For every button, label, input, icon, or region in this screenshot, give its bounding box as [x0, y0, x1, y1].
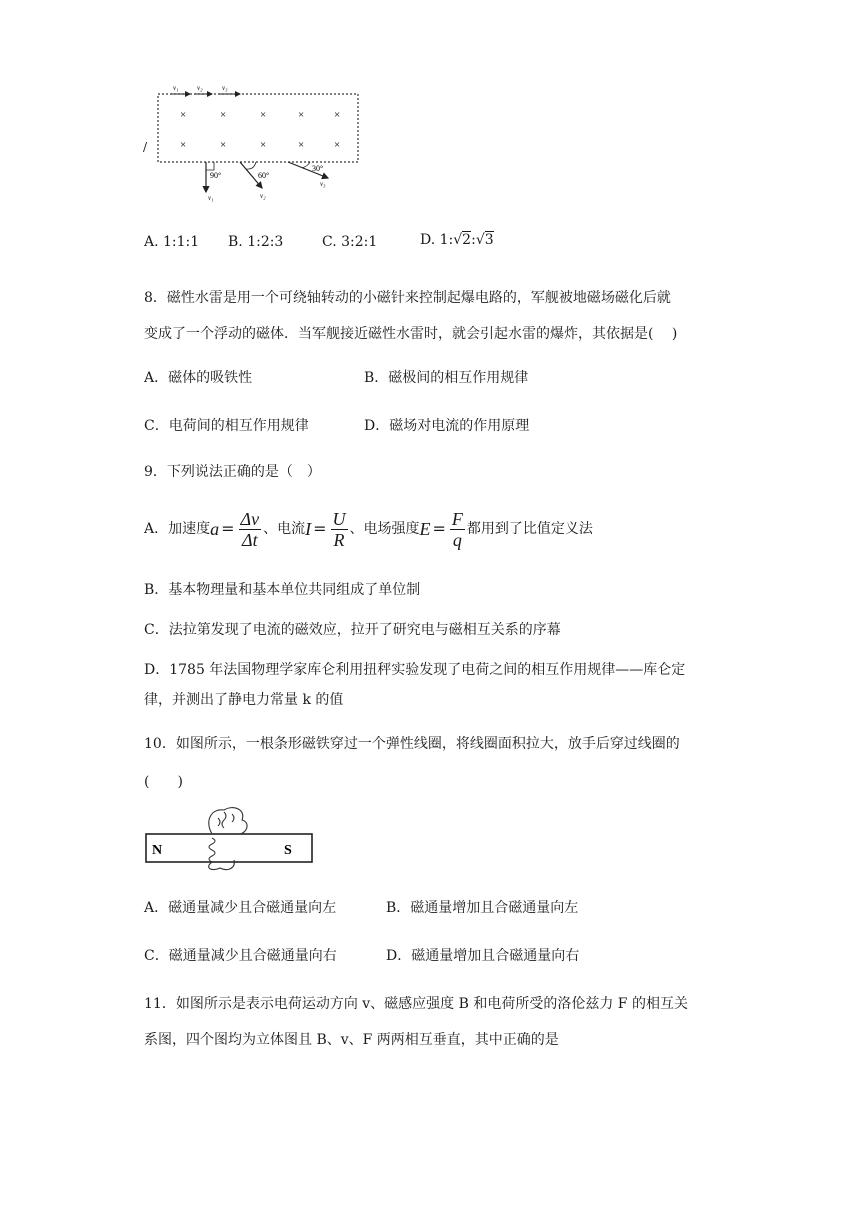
field-boundary [158, 94, 358, 162]
angle-90-label: 90° [210, 171, 222, 180]
q10-option-a[interactable]: A．磁通量减少且合磁通量向左 [144, 900, 337, 916]
magnet-n-pole: N [152, 843, 163, 858]
q11-stem-line-2: 系图，四个图均为立体图且 B、v、F 两两相互垂直，其中正确的是 [144, 1032, 559, 1048]
q10-option-b[interactable]: B．磁通量增加且合磁通量向左 [386, 900, 579, 916]
q7-option-d-prefix: D. 1: [420, 232, 454, 248]
q11-stem-line-1: 11．如图所示是表示电荷运动方向 v、磁感应强度 B 和电荷所受的洛伦兹力 F 的相互关 [144, 996, 688, 1012]
q9-option-b[interactable]: B．基本物理量和基本单位共同组成了单位制 [144, 582, 421, 598]
q8-option-c[interactable]: C．电荷间的相互作用规律 [144, 418, 309, 434]
q10-option-d[interactable]: D．磁通量增加且合磁通量向右 [386, 948, 580, 964]
v2-exit-label: v₂ [260, 192, 266, 200]
q10-magnet-figure [142, 802, 322, 872]
field-cross: × [298, 139, 305, 151]
q9-a-sep-2: 、电场强度 [349, 521, 420, 537]
q10-option-c[interactable]: C．磁通量减少且合磁通量向右 [144, 948, 337, 964]
angle-60-mark [246, 162, 256, 169]
q7-option-c[interactable]: C. 3:2:1 [322, 234, 378, 250]
q8-option-a[interactable]: A．磁体的吸铁性 [144, 370, 253, 386]
q9-a-current-den: R [333, 529, 345, 550]
angle-30-mark [302, 162, 310, 168]
q9-a-field-fraction [450, 509, 465, 550]
q9-a-accel-fraction [239, 509, 262, 550]
sqrt-symbol: √ [453, 232, 463, 248]
field-cross: × [260, 139, 267, 151]
q8-option-b[interactable]: B．磁极间的相互作用规律 [364, 370, 529, 386]
v2-top-label: v₂ [197, 84, 203, 92]
q9-a-current-var: I [305, 519, 312, 539]
q9-option-d-line-2[interactable]: 律，并测出了静电力常量 k 的值 [144, 692, 344, 708]
angle-90-mark [206, 162, 214, 170]
q7-option-d-radicand-2: 3 [484, 232, 494, 248]
q7-option-d-separator: : [471, 232, 476, 248]
field-cross: × [334, 109, 341, 121]
q9-a-sep-1: 、电流 [263, 521, 306, 537]
q7-figure [140, 82, 380, 202]
q9-a-eq: = [432, 519, 446, 538]
field-cross: × [334, 139, 341, 151]
field-cross: × [220, 139, 227, 151]
q10-stem-line-2: ( ) [144, 774, 183, 790]
q9-a-eq: = [221, 519, 235, 538]
q9-option-a[interactable] [144, 508, 593, 550]
q9-a-current-num: U [332, 508, 346, 529]
q9-option-c[interactable]: C．法拉第发现了电流的磁效应，拉开了研究电与磁相互关系的序幕 [144, 622, 561, 638]
v3-exit-label: v₃ [320, 180, 326, 188]
angle-60-label: 60° [258, 171, 270, 180]
v3-top-label: v₃ [222, 84, 228, 92]
v1-top-label: v₁ [173, 84, 179, 92]
q10-stem-line-1: 10．如图所示，一根条形磁铁穿过一个弹性线圈，将线圈面积拉大，放手后穿过线圈的 [144, 736, 680, 752]
magnet-s-pole: S [284, 843, 292, 858]
q9-stem: 9．下列说法正确的是（ ） [144, 464, 321, 480]
figure-side-mark: / [143, 140, 148, 154]
q7-option-d-radicand-1: 2 [462, 232, 472, 248]
q9-a-accel-num: Δv [240, 508, 260, 529]
q9-a-eq: = [313, 519, 327, 538]
q8-stem-line-2: 变成了一个浮动的磁体．当军舰接近磁性水雷时，就会引起水雷的爆炸，其依据是( ) [144, 326, 678, 342]
q9-option-d-line-1[interactable]: D．1785 年法国物理学家库仑利用扭秤实验发现了电荷之间的相互作用规律——库仑定 [144, 662, 686, 678]
field-cross: × [180, 139, 187, 151]
q9-a-prefix: A．加速度 [144, 521, 211, 537]
q9-a-current-fraction [331, 509, 348, 550]
q9-a-field-var: E [419, 519, 431, 539]
q8-option-d[interactable]: D．磁场对电流的作用原理 [364, 418, 530, 434]
v1-exit-label: v₁ [208, 194, 214, 202]
q7-option-b[interactable]: B. 1:2:3 [228, 234, 284, 250]
field-cross: × [298, 109, 305, 121]
q9-a-suffix: 都用到了比值定义法 [466, 521, 593, 537]
q9-a-field-den: q [452, 529, 462, 550]
q7-option-a[interactable]: A. 1:1:1 [144, 234, 200, 250]
angle-30-label: 30° [312, 164, 324, 173]
sqrt-symbol: √ [475, 232, 485, 248]
q9-a-accel-den: Δt [242, 529, 258, 550]
field-cross: × [180, 109, 187, 121]
q7-option-d[interactable] [420, 230, 494, 250]
q9-a-accel-var: a [210, 519, 220, 539]
q8-stem-line-1: 8．磁性水雷是用一个可绕轴转动的小磁针来控制起爆电路的，军舰被地磁场磁化后就 [144, 290, 671, 306]
field-cross: × [260, 109, 267, 121]
q9-a-field-num: F [451, 508, 463, 529]
field-cross: × [220, 109, 227, 121]
